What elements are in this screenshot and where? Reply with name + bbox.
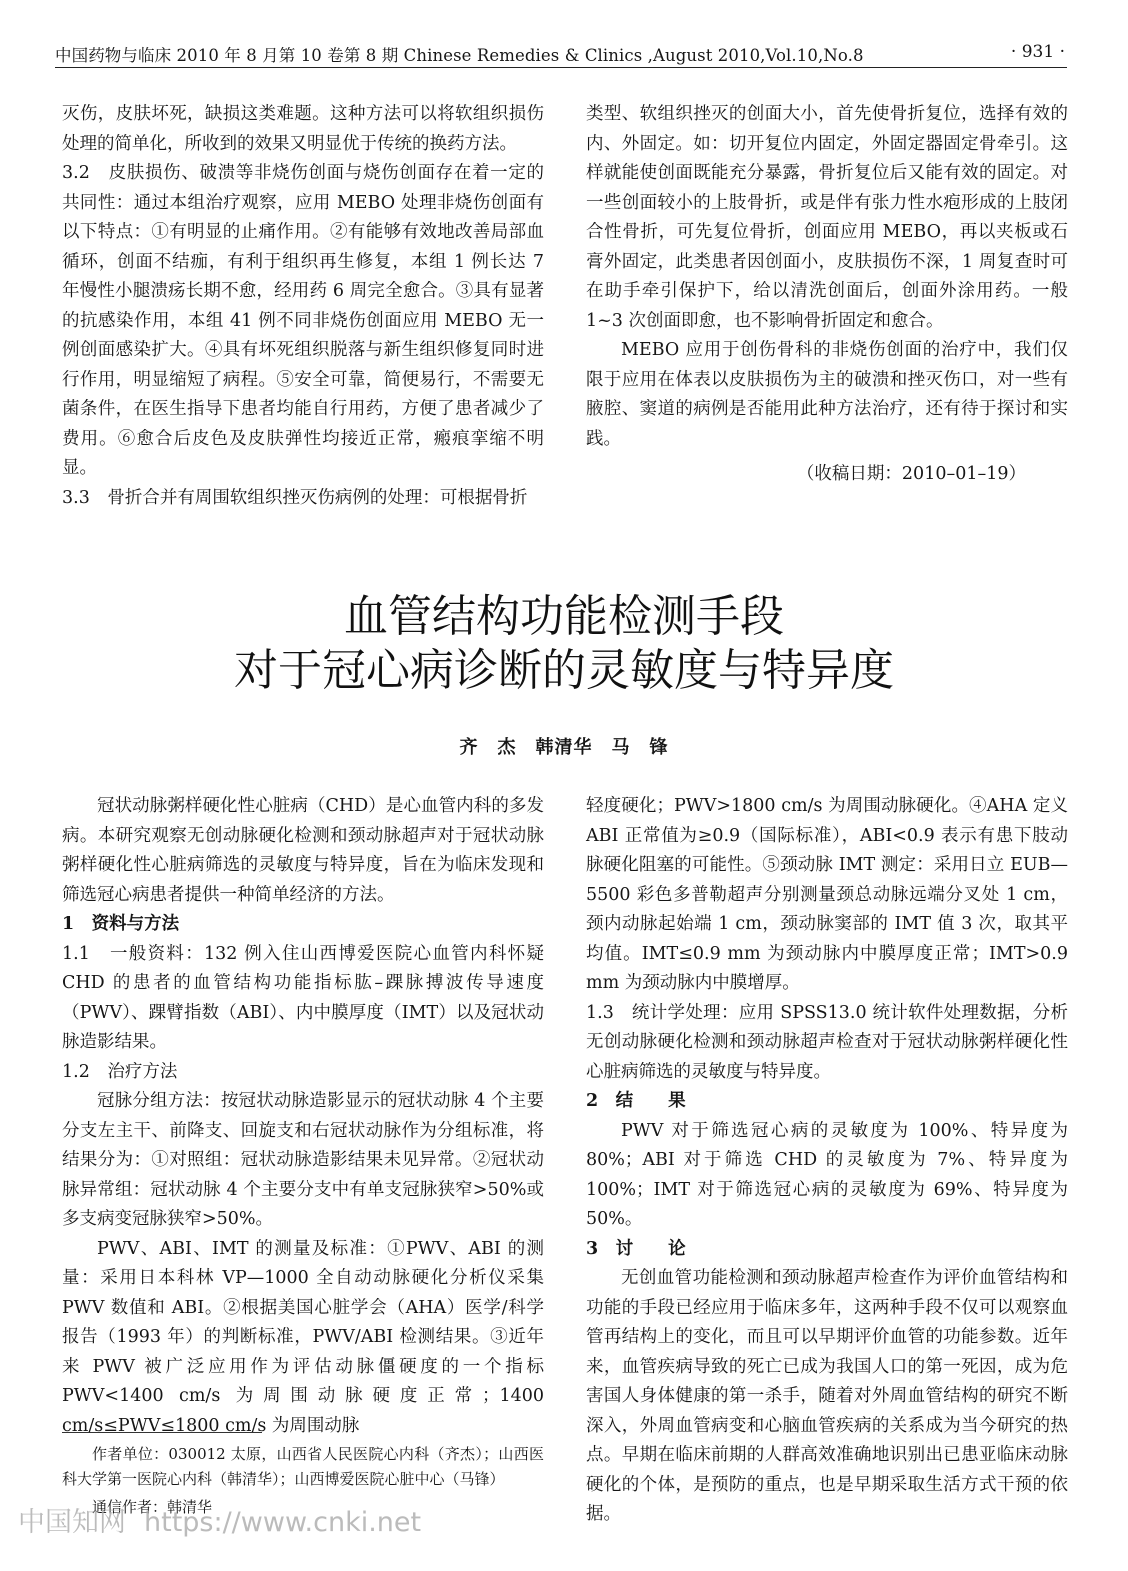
paragraph: 类型、软组织挫灭的创面大小，首先使骨折复位，选择有效的内、外固定。如：切开复位内固定，外固定器固定骨牵引。这样就能使创面既能充分暴露，骨折复位后又能有效的固定。对一些创面较小的上肢骨折，或是伴有张力性水疱形成的上肢闭合性骨折，可先复位骨折，创面应用 MEBO，再以夹板或石膏外固定，此类患者因创面小，皮肤损伤不深，1 周复查时可在助手牵引保护下，给以清洗创面后，创面外涂用药。一般 1~3 次创面即愈，也不影响骨折固定和愈合。 (586, 104, 1068, 331)
author-affiliation-footnote: 作者单位：030012 太原，山西省人民医院心内科（齐杰）；山西医科大学第一医院心内科（韩清华）；山西博爱医院心脏中心（马锋） (62, 1445, 544, 1488)
watermark-url: https://www.cnki.net (144, 1507, 422, 1538)
paragraph: 3.3 骨折合并有周围软组织挫灭伤病例的处理：可根据骨折 (62, 487, 528, 508)
paragraph: PWV 对于筛选冠心病的灵敏度为 100%、特异度为 80%；ABI 对于筛选 CHD 的灵敏度为 7%、特异度为 100%；IMT 对于筛选冠心病的灵敏度为 69%、特异度为 50%。 (586, 1120, 1068, 1229)
paragraph: 冠脉分组方法：按冠状动脉造影显示的冠状动脉 4 个主要分支左主干、前降支、回旋支和右冠状动脉作为分组标准，将结果分为：①对照组：冠状动脉造影结果未见异常。②冠状动脉异常组：冠状动脉 4 个主要分支中有单支冠脉狭窄>50%或多支病变冠脉狭窄>50%。 (62, 1091, 544, 1229)
header-rule (55, 67, 1067, 68)
paragraph: MEBO 应用于创伤骨科的非烧伤创面的治疗中，我们仅限于应用在体表以皮肤损伤为主的破溃和挫灭伤口，对一些有腋腔、窦道的病例是否能用此种方法治疗，还有待于探讨和实践。 (586, 340, 1068, 449)
paragraph: PWV、ABI、IMT 的测量及标准：①PWV、ABI 的测量：采用日本科林 VP—1000 全自动动脉硬化分析仪采集 PWV 数值和 ABI。②根据美国心脏学会（AHA）医学/科学报告（1993 年）的判断标准，PWV/ABI 检测结果。③近年来 PWV 被广泛应用作为评估动脉僵硬度的一个指标 PWV<1400 cm/s 为周围动脉硬度正常；1400 cm/s≤PWV≤1800 cm/s 为周围动脉 (62, 1238, 544, 1436)
journal-citation: 中国药物与临床 2010 年 8 月第 10 卷第 8 期 Chinese Remedies & Clinics ,August 2010,Vol.10,No.8 (55, 46, 864, 65)
paragraph: 3.2 皮肤损伤、破溃等非烧伤创面与烧伤创面存在着一定的共同性：通过本组治疗观察，应用 MEBO 处理非烧伤创面有以下特点：①有明显的止痛作用。②有能够有效地改善局部血循环，创面不结痂，有利于组织再生修复，本组 1 例长达 7 年慢性小腿溃疡长期不愈，经用药 6 周完全愈合。③具有显著的抗感染作用，本组 41 例不同非烧伤创面应用 MEBO 无一例创面感染扩大。④具有坏死组织脱落与新生组织修复同时进行作用，明显缩短了病程。⑤安全可靠，简便易行，不需要无菌条件，在医生指导下患者均能自行用药，方便了患者减少了费用。⑥愈合后皮色及皮肤弹性均接近正常，瘢痕挛缩不明显。 (62, 163, 544, 478)
footnote-rule (62, 1432, 262, 1433)
paragraph: 冠状动脉粥样硬化性心脏病（CHD）是心血管内科的多发病。本研究观察无创动脉硬化检测和颈动脉超声对于冠状动脉粥样硬化性心脏病筛选的灵敏度与特异度，旨在为临床发现和筛选冠心病患者提供一种简单经济的方法。 (62, 796, 544, 905)
article-title-line1: 血管结构功能检测手段 (344, 591, 784, 642)
paragraph: 1.1 一般资料：132 例入住山西博爱医院心血管内科怀疑 CHD 的患者的血管结构功能指标肱–踝脉搏波传导速度（PWV）、踝臂指数（ABI）、内中膜厚度（IMT）以及冠状动脉造影结果。 (62, 943, 544, 1052)
cnki-watermark (18, 1500, 439, 1539)
section-heading: 3 讨 论 (586, 1238, 686, 1259)
paragraph: 无创血管功能检测和颈动脉超声检查作为评价血管结构和功能的手段已经应用于临床多年，这两种手段不仅可以观察血管再结构上的变化，而且可以早期评价血管的功能参数。近年来，血管疾病导致的死亡已成为我国人口的第一死因，成为危害国人身体健康的第一杀手，随着对外周血管结构的研究不断深入，外周血管病变和心脑血管疾病的关系成为当今研究的热点。早期在临床前期的人群高效准确地识别出已患亚临床动脉硬化的个体，是预防的重点，也是早期采取生活方式干预的依据。 (586, 1268, 1068, 1524)
article-right-column (586, 792, 1068, 1530)
section-heading: 1 资料与方法 (62, 914, 180, 934)
watermark-brand: 中国知网 (18, 1507, 126, 1538)
article-title-line2: 对于冠心病诊断的灵敏度与特异度 (234, 645, 894, 696)
paragraph: 1.2 治疗方法 (62, 1061, 178, 1082)
received-date: （收稿日期：2010–01–19） (796, 464, 1026, 484)
article-authors: 齐 杰 韩清华 马 锋 (459, 737, 669, 758)
article-left-column (62, 792, 544, 1441)
corresponding-author: 通信作者：韩清华 (92, 1498, 213, 1516)
page-number: · 931 · (1010, 42, 1065, 62)
prev-article-left-column (62, 100, 544, 513)
section-heading: 2 结 果 (586, 1091, 686, 1111)
paragraph: 轻度硬化；PWV>1800 cm/s 为周围动脉硬化。④AHA 定义 ABI 正常值为≥0.9（国际标准），ABI<0.9 表示有患下肢动脉硬化阻塞的可能性。⑤颈动脉 IMT 测定：采用日立 EUB—5500 彩色多普勒超声分别测量颈总动脉远端分叉处 1 cm，颈内动脉起始端 1 cm，颈动脉窦部的 IMT 值 3 次，取其平均值。IMT≤0.9 mm 为颈动脉内中膜厚度正常；IMT>0.9 mm 为颈动脉内中膜增厚。 (586, 796, 1068, 993)
prev-article-right-column (586, 100, 1068, 490)
paragraph: 1.3 统计学处理：应用 SPSS13.0 统计软件处理数据，分析无创动脉硬化检测和颈动脉超声检查对于冠状动脉粥样硬化性心脏病筛选的灵敏度与特异度。 (586, 1002, 1068, 1082)
running-header (55, 42, 1065, 64)
paragraph: 灭伤，皮肤坏死，缺损这类难题。这种方法可以将软组织损伤处理的简单化，所收到的效果又明显优于传统的换药方法。 (62, 104, 544, 154)
